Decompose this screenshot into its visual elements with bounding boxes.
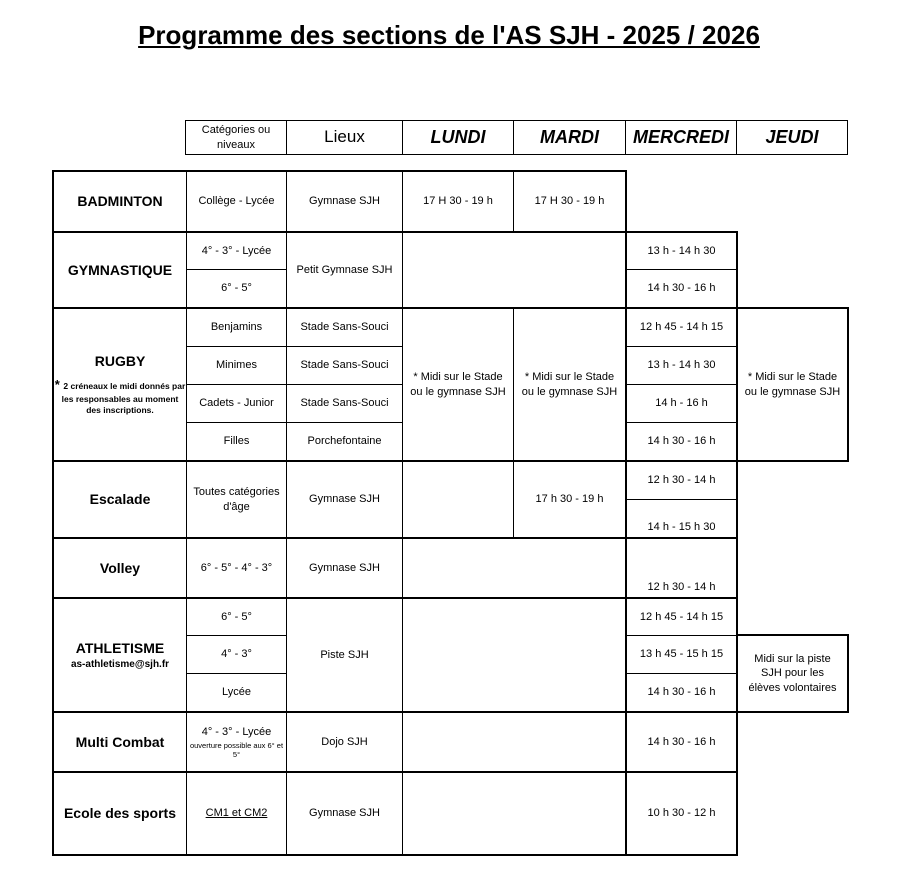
rugby-note: * 2 créneaux le midi donnés par les responsables au moment des inscriptions. (54, 377, 186, 416)
sport-escalade (54, 462, 186, 537)
mercredi-slot: 12 h 30 - 14 h (647, 474, 716, 487)
sport-ecole-des-sports (54, 773, 186, 854)
mercredi-slot: 13 h - 14 h 30 (647, 359, 716, 372)
category-cell: Minimes (216, 359, 257, 372)
header-mardi: MARDI (513, 120, 626, 155)
place-cell: Stade Sans-Souci (300, 359, 389, 372)
page-title: Programme des sections de l'AS SJH - 2025 / 2026 (138, 20, 760, 50)
mercredi-slot: 12 h 45 - 14 h 15 (639, 321, 724, 334)
sport-name: Ecole des sports (63, 805, 177, 822)
mercredi-slot: 14 h 30 - 16 h (647, 435, 716, 448)
mercredi-slot: 14 h 30 - 16 h (647, 282, 716, 295)
lundi-slot: * Midi sur le Stade ou le gymnase SJH (410, 371, 506, 398)
place-cell: Gymnase SJH (309, 493, 380, 506)
mercredi-slot: 13 h - 14 h 30 (647, 244, 716, 257)
mercredi-slot: 13 h 45 - 15 h 15 (639, 648, 724, 661)
category-cell: 6° - 5° (221, 282, 252, 295)
place-cell: Gymnase SJH (309, 195, 380, 208)
sport-badminton (54, 172, 186, 231)
header-lundi: LUNDI (402, 120, 514, 155)
place-cell: Dojo SJH (321, 735, 368, 748)
jeudi-slot: * Midi sur le Stade ou le gymnase SJH (744, 371, 841, 398)
lundi-slot: 17 H 30 - 19 h (423, 195, 493, 208)
category-cell: Lycée (222, 686, 251, 699)
sport-volley (54, 539, 186, 597)
header-mercredi: MERCREDI (625, 120, 737, 155)
category-cell: Benjamins (210, 321, 263, 334)
sport-name: BADMINTON (77, 193, 163, 210)
mercredi-slot: 14 h 30 - 16 h (647, 686, 716, 699)
category-cell: Cadets - Junior (199, 397, 274, 410)
mercredi-slot: 14 h - 15 h 30 (647, 520, 716, 533)
category-cell (187, 773, 286, 854)
place-cell: Porchefontaine (307, 435, 382, 448)
sport-multi-combat (54, 713, 186, 771)
category-cell: Toutes catégories d'âge (193, 486, 280, 513)
category-cell: 6° - 5° (221, 610, 252, 623)
header-jeudi: JEUDI (736, 120, 848, 155)
category-cell: 6° - 5° - 4° - 3° (200, 561, 273, 574)
sport-name: Escalade (89, 491, 151, 508)
header-lieux: Lieux (286, 120, 403, 155)
header-categories: Catégories ou niveaux (185, 120, 287, 155)
athletisme-email: as-athletisme@sjh.fr (70, 658, 170, 670)
mardi-slot: 17 H 30 - 19 h (534, 195, 605, 208)
sport-athletisme (54, 599, 186, 711)
mardi-slot: 17 h 30 - 19 h (535, 493, 604, 506)
place-cell: Stade Sans-Souci (300, 397, 389, 410)
place-cell: Gymnase SJH (309, 561, 380, 574)
place-cell: Gymnase SJH (309, 807, 380, 820)
mercredi-slot: 14 h 30 - 16 h (647, 735, 716, 748)
category-label: CM1 et CM2 (205, 807, 268, 820)
category-cell: 4° - 3° - Lycée (201, 244, 272, 257)
sport-name: RUGBY (94, 353, 146, 370)
category-note: ouverture possible aux 6° et 5° (189, 741, 284, 760)
mercredi-slot: 14 h - 16 h (655, 397, 708, 410)
sport-name: Volley (99, 559, 141, 576)
category-cell: Filles (223, 435, 250, 448)
sport-name: ATHLETISME (75, 640, 165, 657)
mercredi-slot: 12 h 45 - 14 h 15 (639, 610, 724, 623)
category-label: 4° - 3° - Lycée (201, 725, 272, 738)
category-cell: Collège - Lycée (198, 195, 275, 208)
sport-rugby (54, 309, 186, 460)
sport-name: GYMNASTIQUE (67, 261, 173, 278)
mercredi-slot: 10 h 30 - 12 h (647, 807, 716, 820)
mardi-slot: * Midi sur le Stade ou le gymnase SJH (521, 371, 618, 398)
place-cell: Petit Gymnase SJH (296, 263, 393, 276)
place-cell: Piste SJH (320, 648, 369, 661)
mercredi-slot: 12 h 30 - 14 h (647, 580, 716, 593)
sport-gymnastique (54, 233, 186, 307)
place-cell: Stade Sans-Souci (300, 321, 389, 334)
sport-name: Multi Combat (75, 733, 165, 750)
jeudi-slot: Midi sur la piste SJH pour les élèves volontaires (748, 653, 837, 694)
category-cell: 4° - 3° (221, 648, 252, 661)
category-cell (187, 713, 286, 771)
